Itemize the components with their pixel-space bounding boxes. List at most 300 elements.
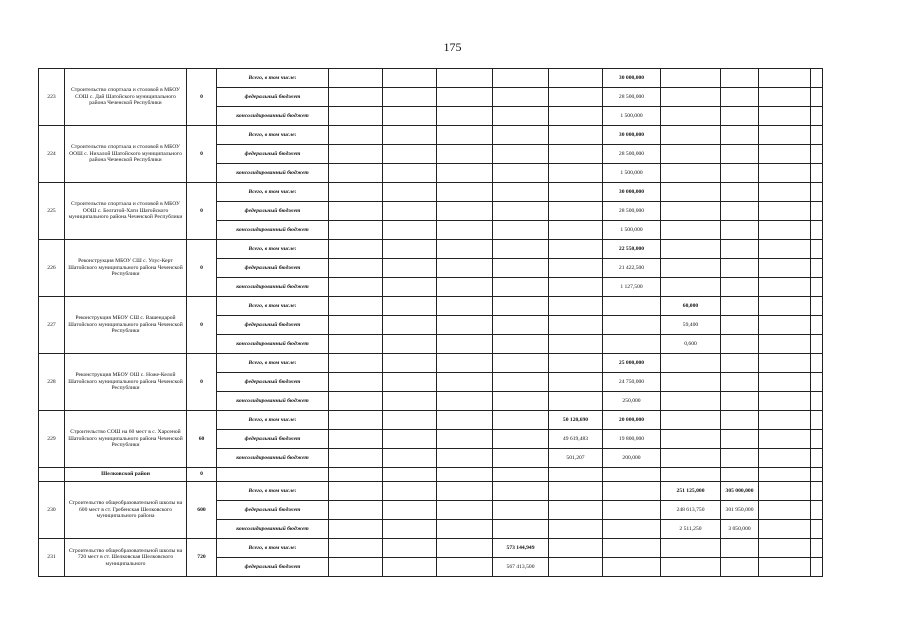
value-cell: 24 750,000 bbox=[603, 373, 661, 392]
value-cell bbox=[721, 392, 759, 411]
value-cell bbox=[759, 354, 811, 373]
value-cell: 1 500,000 bbox=[603, 221, 661, 240]
value-cell bbox=[493, 449, 549, 468]
funding-source-label: консолидированный бюджет bbox=[217, 107, 329, 126]
funding-source-label: консолидированный бюджет bbox=[217, 392, 329, 411]
value-cell bbox=[493, 145, 549, 164]
value-cell bbox=[437, 278, 493, 297]
value-cell bbox=[329, 449, 383, 468]
value-cell bbox=[383, 202, 437, 221]
value-cell bbox=[329, 88, 383, 107]
value-cell bbox=[759, 259, 811, 278]
value-cell bbox=[437, 259, 493, 278]
value-cell bbox=[759, 221, 811, 240]
value-cell bbox=[437, 164, 493, 183]
value-cell bbox=[329, 259, 383, 278]
value-cell bbox=[493, 183, 549, 202]
value-cell bbox=[661, 278, 721, 297]
value-cell bbox=[329, 145, 383, 164]
funding-source-label: Всего, в том числе: bbox=[217, 539, 329, 558]
value-cell bbox=[383, 183, 437, 202]
value-cell: 501,207 bbox=[549, 449, 603, 468]
value-cell bbox=[549, 539, 603, 558]
value-cell bbox=[549, 107, 603, 126]
value-cell bbox=[759, 145, 811, 164]
value-cell bbox=[549, 501, 603, 520]
value-cell bbox=[603, 297, 661, 316]
row-number: 225 bbox=[39, 183, 65, 240]
funding-source-label: Всего, в том числе: bbox=[217, 183, 329, 202]
value-cell bbox=[329, 501, 383, 520]
value-cell bbox=[721, 126, 759, 145]
value-cell bbox=[383, 501, 437, 520]
value-cell bbox=[383, 145, 437, 164]
budget-table bbox=[38, 68, 823, 577]
value-cell bbox=[759, 539, 811, 558]
value-cell bbox=[329, 335, 383, 354]
value-cell bbox=[721, 335, 759, 354]
funding-source-label: Всего, в том числе: bbox=[217, 69, 329, 88]
value-cell bbox=[721, 164, 759, 183]
value-cell bbox=[329, 221, 383, 240]
value-cell bbox=[759, 107, 811, 126]
table-row bbox=[39, 411, 823, 430]
value-cell bbox=[721, 221, 759, 240]
value-cell bbox=[493, 69, 549, 88]
value-cell bbox=[759, 430, 811, 449]
value-cell bbox=[549, 392, 603, 411]
value-cell bbox=[437, 335, 493, 354]
value-cell bbox=[759, 373, 811, 392]
value-cell bbox=[549, 164, 603, 183]
value-cell bbox=[549, 316, 603, 335]
row-number: 227 bbox=[39, 297, 65, 354]
value-cell bbox=[383, 240, 437, 259]
table-row bbox=[39, 297, 823, 316]
funding-source-label: федеральный бюджет bbox=[217, 373, 329, 392]
value-cell bbox=[493, 316, 549, 335]
value-cell bbox=[329, 240, 383, 259]
value-cell bbox=[437, 482, 493, 501]
funding-source-label: консолидированный бюджет bbox=[217, 335, 329, 354]
value-cell bbox=[329, 126, 383, 145]
value-cell bbox=[383, 316, 437, 335]
value-cell bbox=[603, 539, 661, 558]
value-cell bbox=[383, 126, 437, 145]
value-cell bbox=[383, 69, 437, 88]
value-cell bbox=[383, 354, 437, 373]
value-cell bbox=[493, 88, 549, 107]
value-cell bbox=[383, 278, 437, 297]
funding-source-label: федеральный бюджет bbox=[217, 145, 329, 164]
row-number: 231 bbox=[39, 539, 65, 577]
value-cell: 30 000,000 bbox=[603, 183, 661, 202]
capacity-cell: 600 bbox=[187, 482, 217, 539]
value-cell bbox=[437, 88, 493, 107]
value-cell bbox=[549, 297, 603, 316]
value-cell bbox=[437, 558, 493, 577]
funding-source-label: Всего, в том числе: bbox=[217, 482, 329, 501]
value-cell bbox=[721, 297, 759, 316]
value-cell bbox=[549, 373, 603, 392]
value-cell bbox=[603, 316, 661, 335]
value-cell bbox=[661, 259, 721, 278]
funding-source-label: федеральный бюджет bbox=[217, 259, 329, 278]
value-cell bbox=[493, 501, 549, 520]
object-name: Реконструкция МБОУ ОШ с. Ноже-Келой Шатойского муниципального района Чеченской Республики bbox=[65, 354, 187, 411]
value-cell bbox=[759, 126, 811, 145]
value-cell bbox=[759, 183, 811, 202]
value-cell bbox=[329, 297, 383, 316]
value-cell bbox=[661, 354, 721, 373]
capacity-cell: 0 bbox=[187, 126, 217, 183]
value-cell: 28 500,000 bbox=[603, 88, 661, 107]
row-number: 223 bbox=[39, 69, 65, 126]
value-cell bbox=[721, 183, 759, 202]
value-cell bbox=[549, 482, 603, 501]
value-cell bbox=[329, 558, 383, 577]
value-cell bbox=[549, 335, 603, 354]
capacity-cell: 0 bbox=[187, 354, 217, 411]
value-cell bbox=[759, 392, 811, 411]
value-cell: 50 120,690 bbox=[549, 411, 603, 430]
funding-source-label: Всего, в том числе: bbox=[217, 411, 329, 430]
funding-source-label: консолидированный бюджет bbox=[217, 449, 329, 468]
value-cell bbox=[721, 259, 759, 278]
value-cell bbox=[437, 297, 493, 316]
value-cell bbox=[721, 539, 759, 558]
value-cell bbox=[329, 69, 383, 88]
table-body bbox=[39, 69, 823, 577]
value-cell bbox=[329, 520, 383, 539]
row-number: 230 bbox=[39, 482, 65, 539]
value-cell bbox=[759, 449, 811, 468]
value-cell bbox=[437, 449, 493, 468]
value-cell bbox=[493, 240, 549, 259]
value-cell bbox=[437, 501, 493, 520]
value-cell: 1 500,000 bbox=[603, 107, 661, 126]
value-cell bbox=[661, 411, 721, 430]
value-cell bbox=[721, 411, 759, 430]
value-cell bbox=[493, 482, 549, 501]
capacity-cell: 0 bbox=[187, 69, 217, 126]
value-cell bbox=[383, 430, 437, 449]
value-cell bbox=[493, 411, 549, 430]
funding-source-label: федеральный бюджет bbox=[217, 88, 329, 107]
value-cell bbox=[661, 69, 721, 88]
value-cell bbox=[437, 183, 493, 202]
value-cell bbox=[383, 221, 437, 240]
value-cell bbox=[437, 354, 493, 373]
value-cell bbox=[437, 240, 493, 259]
value-cell bbox=[549, 259, 603, 278]
value-cell bbox=[493, 221, 549, 240]
value-cell: 2 511,250 bbox=[661, 520, 721, 539]
value-cell bbox=[721, 278, 759, 297]
value-cell bbox=[721, 354, 759, 373]
value-cell bbox=[329, 278, 383, 297]
value-cell bbox=[721, 449, 759, 468]
value-cell bbox=[549, 240, 603, 259]
capacity-cell: 720 bbox=[187, 539, 217, 577]
value-cell bbox=[493, 278, 549, 297]
value-cell bbox=[759, 69, 811, 88]
value-cell bbox=[329, 482, 383, 501]
value-cell bbox=[759, 164, 811, 183]
value-cell bbox=[437, 373, 493, 392]
value-cell: 49 619,483 bbox=[549, 430, 603, 449]
value-cell: 19 800,000 bbox=[603, 430, 661, 449]
value-cell bbox=[549, 183, 603, 202]
value-cell bbox=[721, 145, 759, 164]
value-cell: 301 950,000 bbox=[721, 501, 759, 520]
district-row bbox=[39, 468, 823, 482]
table-row bbox=[39, 69, 823, 88]
value-cell bbox=[383, 335, 437, 354]
value-cell bbox=[383, 259, 437, 278]
value-cell bbox=[603, 335, 661, 354]
funding-source-label: Всего, в том числе: bbox=[217, 297, 329, 316]
value-cell: 200,000 bbox=[603, 449, 661, 468]
value-cell bbox=[721, 69, 759, 88]
row-number: 228 bbox=[39, 354, 65, 411]
value-cell bbox=[759, 411, 811, 430]
capacity-cell: 0 bbox=[187, 183, 217, 240]
object-name: Реконструкция МБОУ СШ с. Улус-Керт Шатойского муниципального района Чеченской Республики bbox=[65, 240, 187, 297]
object-name: Строительство общеобразовательной школы на 600 мест в ст. Гребенская Шелковского муниципального района bbox=[65, 482, 187, 539]
value-cell bbox=[759, 278, 811, 297]
object-name: Реконструкция МБОУ СШ с. Вашендарой Шатойского муниципального района Чеченской Республики bbox=[65, 297, 187, 354]
value-cell: 22 550,000 bbox=[603, 240, 661, 259]
funding-source-label: федеральный бюджет bbox=[217, 501, 329, 520]
funding-source-label: федеральный бюджет bbox=[217, 316, 329, 335]
value-cell bbox=[437, 539, 493, 558]
value-cell: 30 000,000 bbox=[603, 69, 661, 88]
value-cell: 248 613,750 bbox=[661, 501, 721, 520]
row-number: 226 bbox=[39, 240, 65, 297]
value-cell bbox=[383, 297, 437, 316]
value-cell bbox=[661, 240, 721, 259]
value-cell bbox=[493, 373, 549, 392]
funding-source-label: консолидированный бюджет bbox=[217, 164, 329, 183]
value-cell bbox=[383, 482, 437, 501]
value-cell bbox=[549, 221, 603, 240]
value-cell bbox=[603, 482, 661, 501]
funding-source-label: консолидированный бюджет bbox=[217, 221, 329, 240]
value-cell bbox=[759, 202, 811, 221]
value-cell bbox=[329, 164, 383, 183]
value-cell bbox=[493, 392, 549, 411]
value-cell bbox=[383, 107, 437, 126]
page-number: 175 bbox=[443, 40, 462, 54]
value-cell bbox=[661, 107, 721, 126]
value-cell: 573 144,949 bbox=[493, 539, 549, 558]
value-cell bbox=[437, 202, 493, 221]
table-row bbox=[39, 126, 823, 145]
value-cell bbox=[437, 126, 493, 145]
value-cell: 0,600 bbox=[661, 335, 721, 354]
value-cell bbox=[383, 164, 437, 183]
value-cell bbox=[661, 373, 721, 392]
value-cell bbox=[329, 316, 383, 335]
value-cell bbox=[759, 520, 811, 539]
value-cell bbox=[549, 202, 603, 221]
value-cell bbox=[493, 430, 549, 449]
value-cell bbox=[437, 430, 493, 449]
object-name: Строительство спортзала и столовой в МБОУ СОШ с. Дай Шатойского муниципального района Чеченской Республики bbox=[65, 69, 187, 126]
funding-source-label: консолидированный бюджет bbox=[217, 278, 329, 297]
value-cell: 1 500,000 bbox=[603, 164, 661, 183]
value-cell bbox=[383, 449, 437, 468]
value-cell bbox=[493, 259, 549, 278]
value-cell bbox=[721, 202, 759, 221]
value-cell bbox=[759, 501, 811, 520]
value-cell bbox=[661, 145, 721, 164]
value-cell bbox=[329, 373, 383, 392]
table-row bbox=[39, 240, 823, 259]
value-cell: 25 000,000 bbox=[603, 354, 661, 373]
value-cell bbox=[329, 183, 383, 202]
value-cell bbox=[721, 107, 759, 126]
value-cell bbox=[329, 354, 383, 373]
value-cell bbox=[759, 558, 811, 577]
value-cell bbox=[383, 539, 437, 558]
value-cell bbox=[759, 88, 811, 107]
value-cell bbox=[493, 354, 549, 373]
value-cell bbox=[603, 558, 661, 577]
value-cell bbox=[493, 520, 549, 539]
value-cell bbox=[437, 221, 493, 240]
value-cell bbox=[661, 430, 721, 449]
value-cell bbox=[549, 354, 603, 373]
value-cell bbox=[661, 558, 721, 577]
value-cell bbox=[383, 392, 437, 411]
value-cell bbox=[437, 316, 493, 335]
value-cell bbox=[437, 411, 493, 430]
value-cell bbox=[329, 539, 383, 558]
value-cell: 250,000 bbox=[603, 392, 661, 411]
row-number: 229 bbox=[39, 411, 65, 468]
value-cell: 567 413,500 bbox=[493, 558, 549, 577]
value-cell bbox=[329, 392, 383, 411]
value-cell bbox=[661, 392, 721, 411]
value-cell bbox=[661, 221, 721, 240]
value-cell bbox=[493, 335, 549, 354]
value-cell bbox=[721, 88, 759, 107]
object-name: Строительство СОШ на 60 мест в с. Харсеной Шатойского муниципального района Чеченской Республики bbox=[65, 411, 187, 468]
value-cell bbox=[437, 69, 493, 88]
value-cell bbox=[329, 411, 383, 430]
value-cell bbox=[383, 373, 437, 392]
value-cell bbox=[437, 392, 493, 411]
value-cell bbox=[603, 520, 661, 539]
value-cell bbox=[549, 145, 603, 164]
value-cell bbox=[549, 520, 603, 539]
funding-source-label: Всего, в том числе: bbox=[217, 126, 329, 145]
row-number: 224 bbox=[39, 126, 65, 183]
value-cell bbox=[329, 202, 383, 221]
funding-source-label: Всего, в том числе: bbox=[217, 240, 329, 259]
value-cell bbox=[437, 145, 493, 164]
value-cell: 28 500,000 bbox=[603, 202, 661, 221]
value-cell bbox=[437, 107, 493, 126]
value-cell bbox=[329, 430, 383, 449]
funding-source-label: федеральный бюджет bbox=[217, 202, 329, 221]
value-cell bbox=[329, 107, 383, 126]
value-cell: 1 127,500 bbox=[603, 278, 661, 297]
value-cell bbox=[661, 539, 721, 558]
value-cell bbox=[759, 297, 811, 316]
value-cell bbox=[759, 335, 811, 354]
value-cell bbox=[721, 558, 759, 577]
value-cell bbox=[549, 278, 603, 297]
value-cell: 59,400 bbox=[661, 316, 721, 335]
value-cell bbox=[493, 297, 549, 316]
value-cell: 3 050,000 bbox=[721, 520, 759, 539]
value-cell bbox=[721, 240, 759, 259]
value-cell bbox=[549, 558, 603, 577]
value-cell bbox=[493, 164, 549, 183]
value-cell bbox=[661, 183, 721, 202]
value-cell bbox=[383, 520, 437, 539]
value-cell bbox=[383, 88, 437, 107]
value-cell bbox=[759, 316, 811, 335]
funding-source-label: Всего, в том числе: bbox=[217, 354, 329, 373]
capacity-cell: 0 bbox=[187, 468, 217, 482]
value-cell: 305 000,000 bbox=[721, 482, 759, 501]
value-cell bbox=[603, 501, 661, 520]
object-name: Строительство общеобразовательной школы на 720 мест в ст. Шелковская Шелковского муниципального bbox=[65, 539, 187, 577]
value-cell bbox=[661, 126, 721, 145]
value-cell bbox=[437, 520, 493, 539]
table-row bbox=[39, 539, 823, 558]
capacity-cell: 60 bbox=[187, 411, 217, 468]
table-row bbox=[39, 183, 823, 202]
value-cell: 30 000,000 bbox=[603, 126, 661, 145]
value-cell: 21 422,500 bbox=[603, 259, 661, 278]
capacity-cell: 0 bbox=[187, 297, 217, 354]
value-cell bbox=[549, 69, 603, 88]
value-cell: 20 000,000 bbox=[603, 411, 661, 430]
value-cell bbox=[661, 88, 721, 107]
object-name: Строительство спортзала и столовой в МБОУ ООШ с. Белгатой-Хати Шатойского муниципального района Чеченской Республики bbox=[65, 183, 187, 240]
value-cell bbox=[661, 449, 721, 468]
table-row bbox=[39, 482, 823, 501]
value-cell bbox=[759, 482, 811, 501]
value-cell: 251 125,000 bbox=[661, 482, 721, 501]
value-cell bbox=[721, 430, 759, 449]
funding-source-label: консолидированный бюджет bbox=[217, 520, 329, 539]
table-row bbox=[39, 354, 823, 373]
funding-source-label: федеральный бюджет bbox=[217, 558, 329, 577]
funding-source-label: федеральный бюджет bbox=[217, 430, 329, 449]
value-cell bbox=[759, 240, 811, 259]
value-cell bbox=[721, 316, 759, 335]
value-cell: 28 500,000 bbox=[603, 145, 661, 164]
value-cell bbox=[383, 411, 437, 430]
value-cell bbox=[493, 107, 549, 126]
value-cell bbox=[383, 558, 437, 577]
value-cell bbox=[493, 202, 549, 221]
value-cell bbox=[549, 88, 603, 107]
capacity-cell: 0 bbox=[187, 240, 217, 297]
value-cell bbox=[661, 202, 721, 221]
district-name: Шелковской район bbox=[65, 468, 187, 482]
value-cell bbox=[493, 126, 549, 145]
value-cell bbox=[549, 126, 603, 145]
value-cell bbox=[661, 164, 721, 183]
value-cell bbox=[721, 373, 759, 392]
